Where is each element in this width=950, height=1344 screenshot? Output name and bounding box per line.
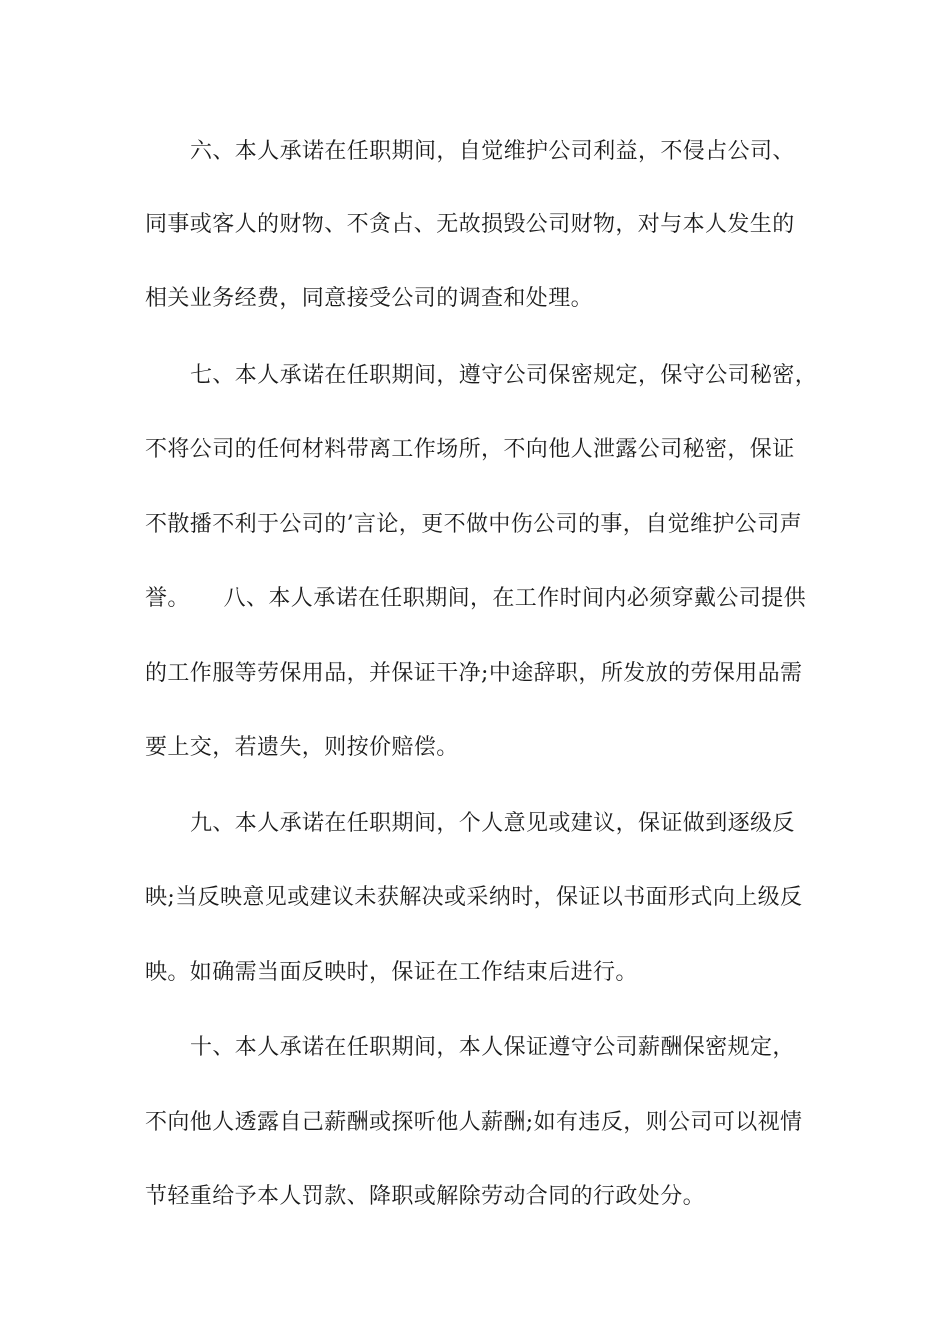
text-line: 映。如确需当面反映时，保证在工作结束后进行。 <box>145 960 638 985</box>
text-line: 不向他人透露自己薪酬或探听他人薪酬;如有违反，则公司可以视情 <box>145 1110 803 1135</box>
text-line: 映;当反映意见或建议未获解决或采纳时，保证以书面形式向上级反 <box>145 885 803 910</box>
text-line: 七、本人承诺在任职期间，遵守公司保密规定，保守公司秘密， <box>190 363 818 388</box>
text-line: 节轻重给予本人罚款、降职或解除劳动合同的行政处分。 <box>145 1184 706 1209</box>
text-line: 誉。 八、本人承诺在任职期间，在工作时间内必须穿戴公司提供 <box>145 586 807 611</box>
text-line: 同事或客人的财物、不贪占、无故损毁公司财物，对与本人发生的 <box>145 212 795 237</box>
text-line: 不将公司的任何材料带离工作场所，不向他人泄露公司秘密，保证 <box>145 437 795 462</box>
text-line: 十、本人承诺在任职期间，本人保证遵守公司薪酬保密规定， <box>190 1035 795 1060</box>
text-line: 六、本人承诺在任职期间，自觉维护公司利益，不侵占公司、 <box>190 139 795 164</box>
text-line: 九、本人承诺在任职期间，个人意见或建议，保证做到逐级反 <box>190 811 795 836</box>
text-line: 不散播不利于公司的’言论，更不做中伤公司的事，自觉维护公司声 <box>145 512 802 537</box>
text-line: 要上交，若遗失，则按价赔偿。 <box>145 735 459 760</box>
text-line: 的工作服等劳保用品，并保证干净;中途辞职，所发放的劳保用品需 <box>145 661 803 686</box>
text-line: 相关业务经费，同意接受公司的调查和处理。 <box>145 286 594 311</box>
